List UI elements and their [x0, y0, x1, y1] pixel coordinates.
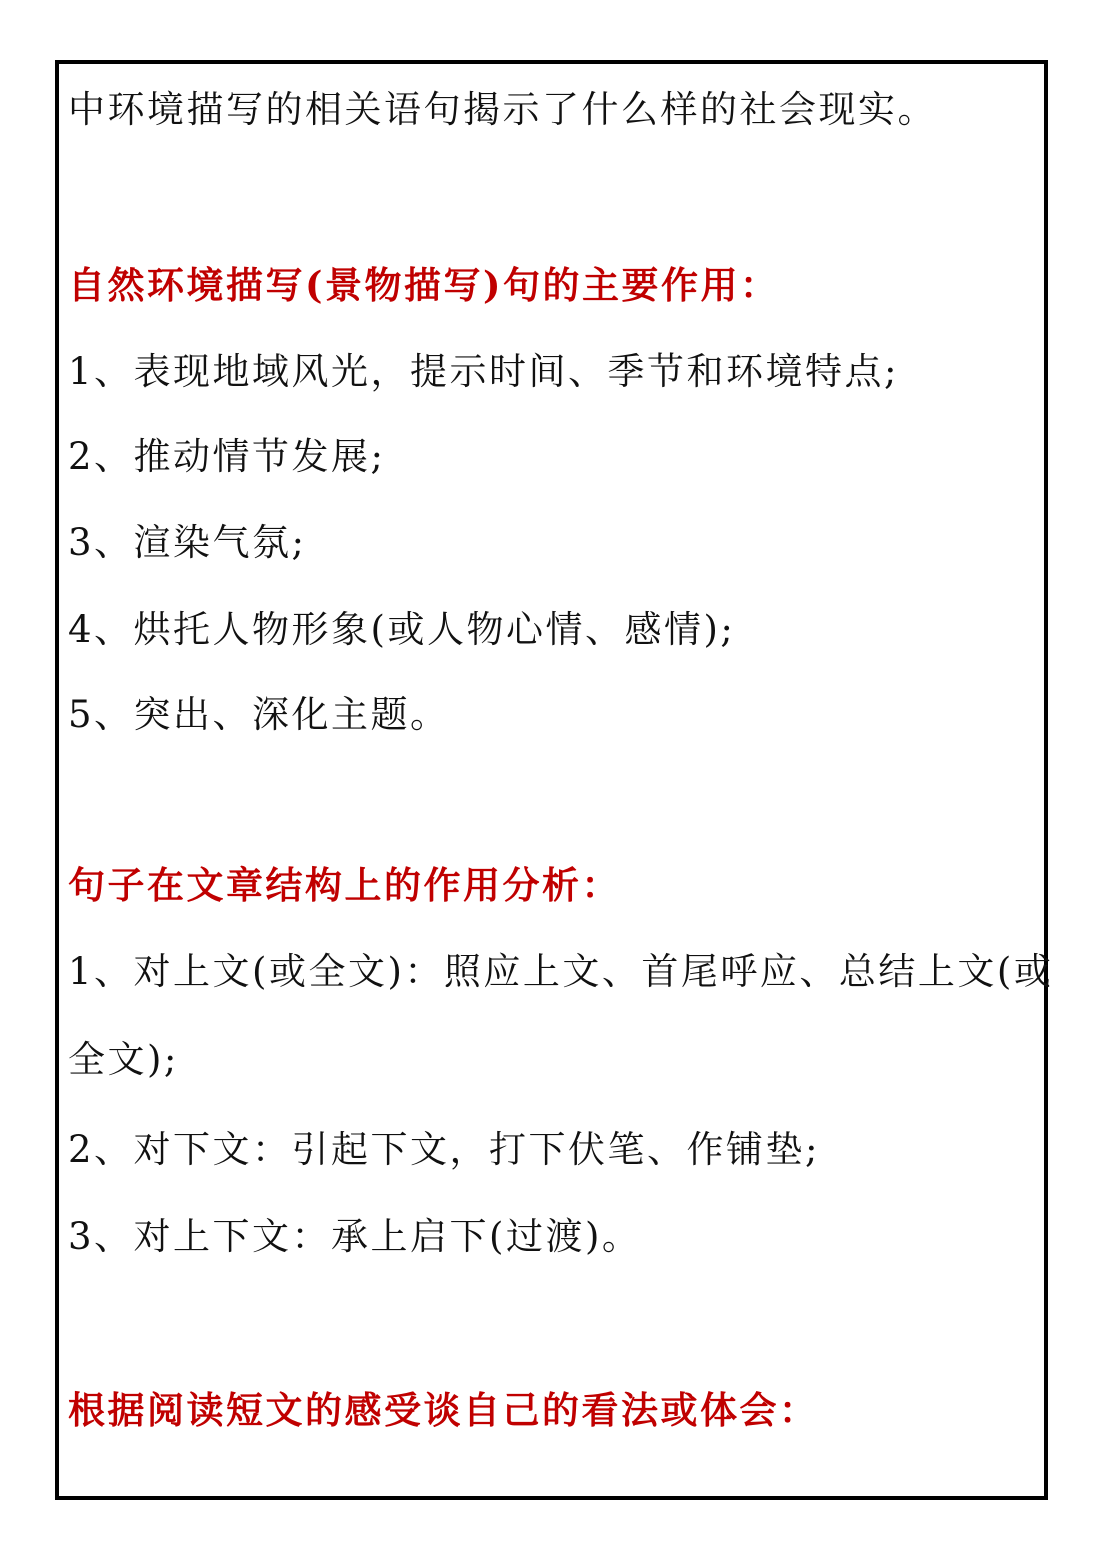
list-item: 4、烘托人物形象(或人物心情、感情); [68, 608, 736, 651]
section-heading-structure: 句子在文章结构上的作用分析： [68, 863, 621, 907]
list-item: 1、对上文(或全文)：照应上文、首尾呼应、总结上文(或 [68, 950, 1054, 993]
list-item: 2、推动情节发展; [68, 435, 386, 478]
section-heading-reflection: 根据阅读短文的感受谈自己的看法或体会： [68, 1388, 819, 1432]
list-item: 1、表现地域风光，提示时间、季节和环境特点; [68, 350, 900, 393]
list-item: 2、对下文：引起下文，打下伏笔、作铺垫; [68, 1128, 821, 1171]
list-item: 5、突出、深化主题。 [68, 693, 450, 736]
list-item: 3、对上下文：承上启下(过渡)。 [68, 1215, 642, 1258]
section-heading-natural-environment: 自然环境描写(景物描写)句的主要作用： [68, 263, 780, 307]
intro-text: 中环境描写的相关语句揭示了什么样的社会现实。 [68, 88, 937, 131]
list-item: 3、渲染气氛; [68, 521, 307, 564]
list-item-continuation: 全文); [68, 1038, 179, 1081]
